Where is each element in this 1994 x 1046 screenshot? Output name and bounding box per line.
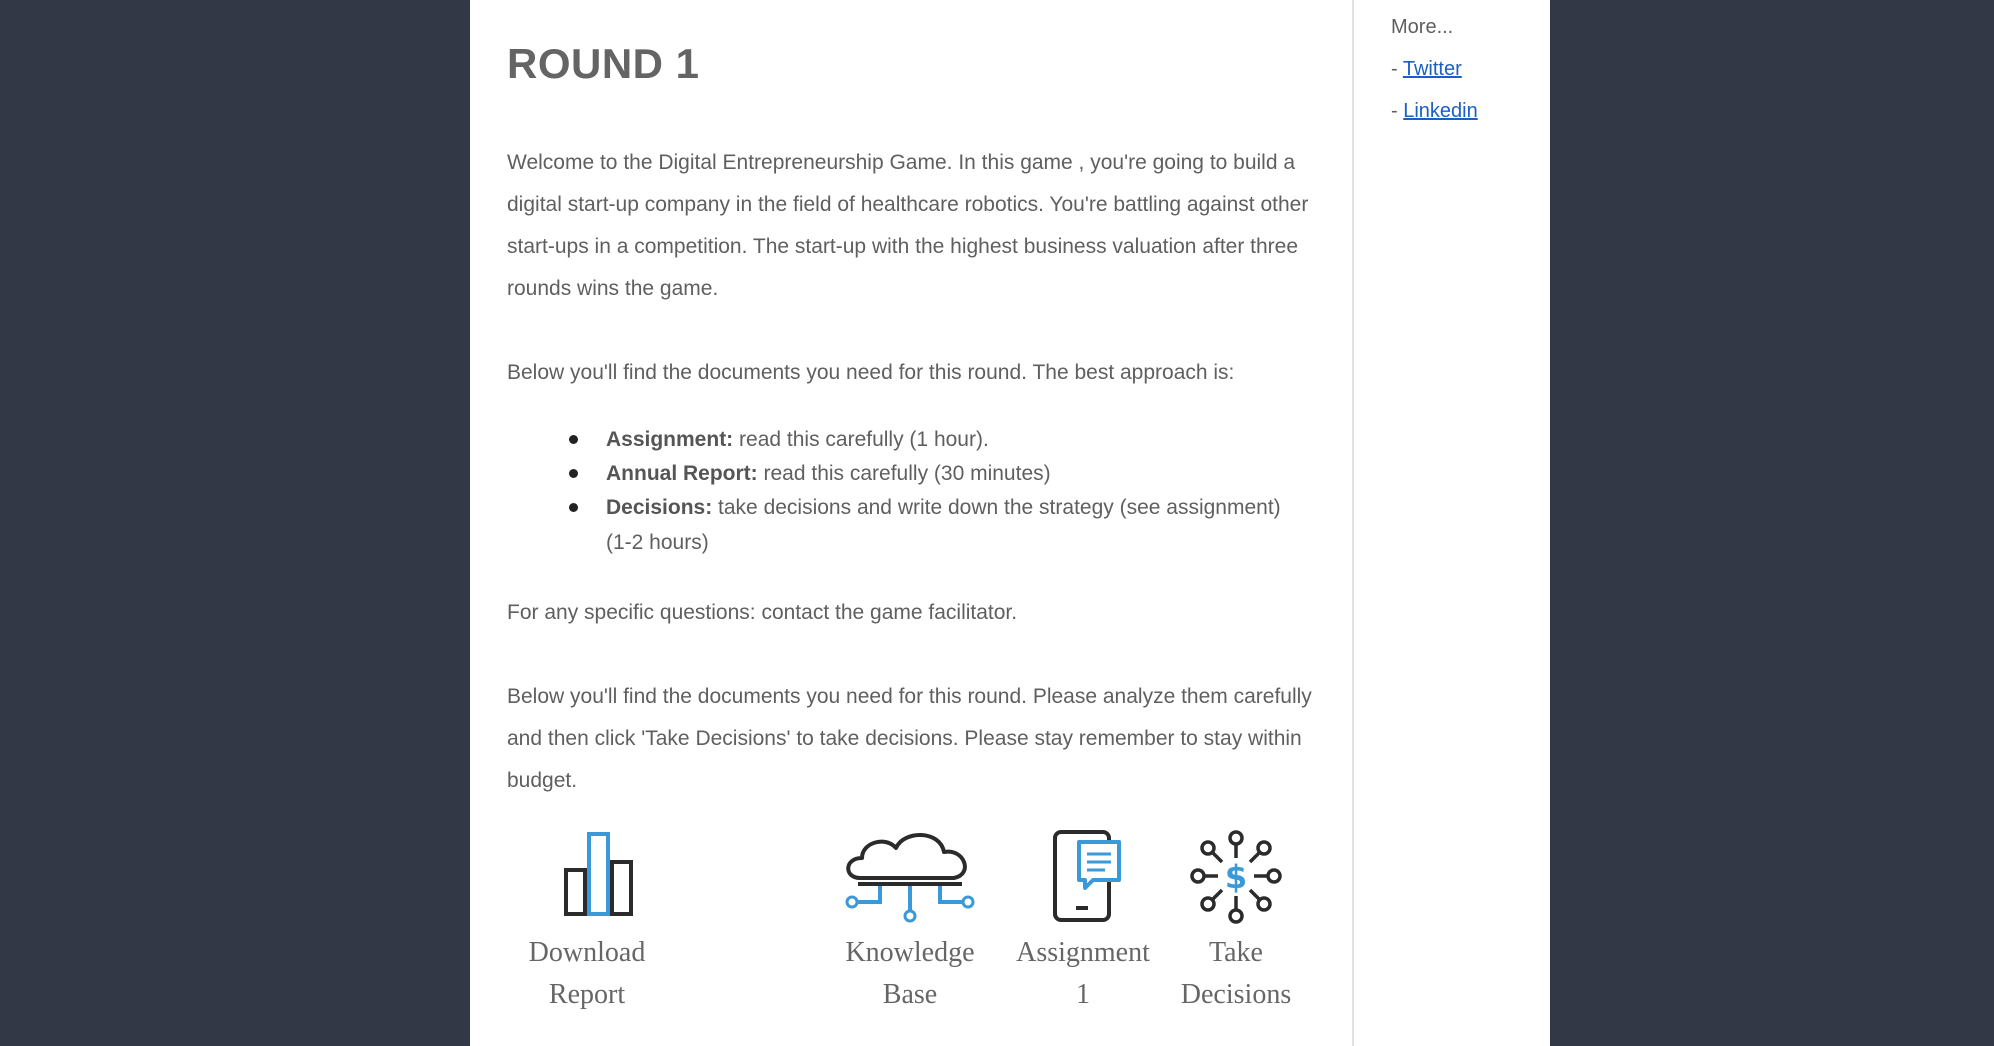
step-text: read this carefully (30 minutes) <box>757 462 1051 485</box>
questions-paragraph: For any specific questions: contact the game facilitator. <box>507 601 1018 624</box>
cloud-network-icon <box>840 828 980 924</box>
bullet-icon <box>569 435 578 444</box>
linkedin-link[interactable]: Linkedin <box>1403 100 1478 122</box>
sidebar-item-twitter <box>1391 58 1462 81</box>
instructions-paragraph: Below you'll find the documents you need for this round. Please analyze them carefully and then click 'Take Decisions' to take decisions. Please stay remember to stay within budget. <box>507 685 1312 792</box>
sidebar-heading: More... <box>1391 16 1454 38</box>
sidebar-item-linkedin <box>1391 100 1478 123</box>
bullet-icon <box>569 469 578 478</box>
svg-text:$: $ <box>1224 858 1248 896</box>
list-item <box>569 456 1309 491</box>
link-prefix: - <box>1391 100 1404 122</box>
tile-label: Download Report <box>528 937 646 1010</box>
step-label: Annual Report: <box>606 462 758 485</box>
sidebar-divider <box>1352 0 1354 1046</box>
assignment-button[interactable] <box>1012 828 1154 1016</box>
list-item <box>569 490 1309 560</box>
steps-list <box>569 422 1309 559</box>
bar-chart-icon <box>537 828 637 924</box>
step-text: take decisions and write down the strategy (see assignment) (1-2 hours) <box>606 496 1281 554</box>
intro-paragraph: Welcome to the Digital Entrepreneurship Game. In this game , you're going to build a digital start-up company in the field of healthcare robotics. You're battling against other start-ups in a competition. The start-up with the highest business valuation after three rounds wins the game. <box>507 151 1309 300</box>
tile-label: Take Decisions <box>1180 937 1292 1010</box>
main-content <box>507 0 1322 1046</box>
page-card <box>470 0 1550 1046</box>
step-text: read this carefully (1 hour). <box>733 428 989 451</box>
take-decisions-button[interactable] <box>1171 828 1301 1016</box>
approach-intro: Below you'll find the documents you need for this round. The best approach is: <box>507 361 1235 384</box>
tile-label: Assignment 1 <box>1016 937 1150 1010</box>
page-title: ROUND 1 <box>507 40 700 87</box>
tile-label: Knowledge Base <box>845 937 975 1010</box>
download-report-button[interactable] <box>507 828 667 1016</box>
dollar-network-icon <box>1186 828 1286 924</box>
twitter-link[interactable]: Twitter <box>1402 58 1462 80</box>
link-prefix: - <box>1391 58 1403 80</box>
list-item <box>569 422 1309 457</box>
step-label: Decisions: <box>606 496 713 519</box>
knowledge-base-button[interactable] <box>835 828 985 1016</box>
bullet-icon <box>569 503 578 512</box>
step-label: Assignment: <box>606 428 734 451</box>
phone-chat-icon <box>1033 828 1133 924</box>
